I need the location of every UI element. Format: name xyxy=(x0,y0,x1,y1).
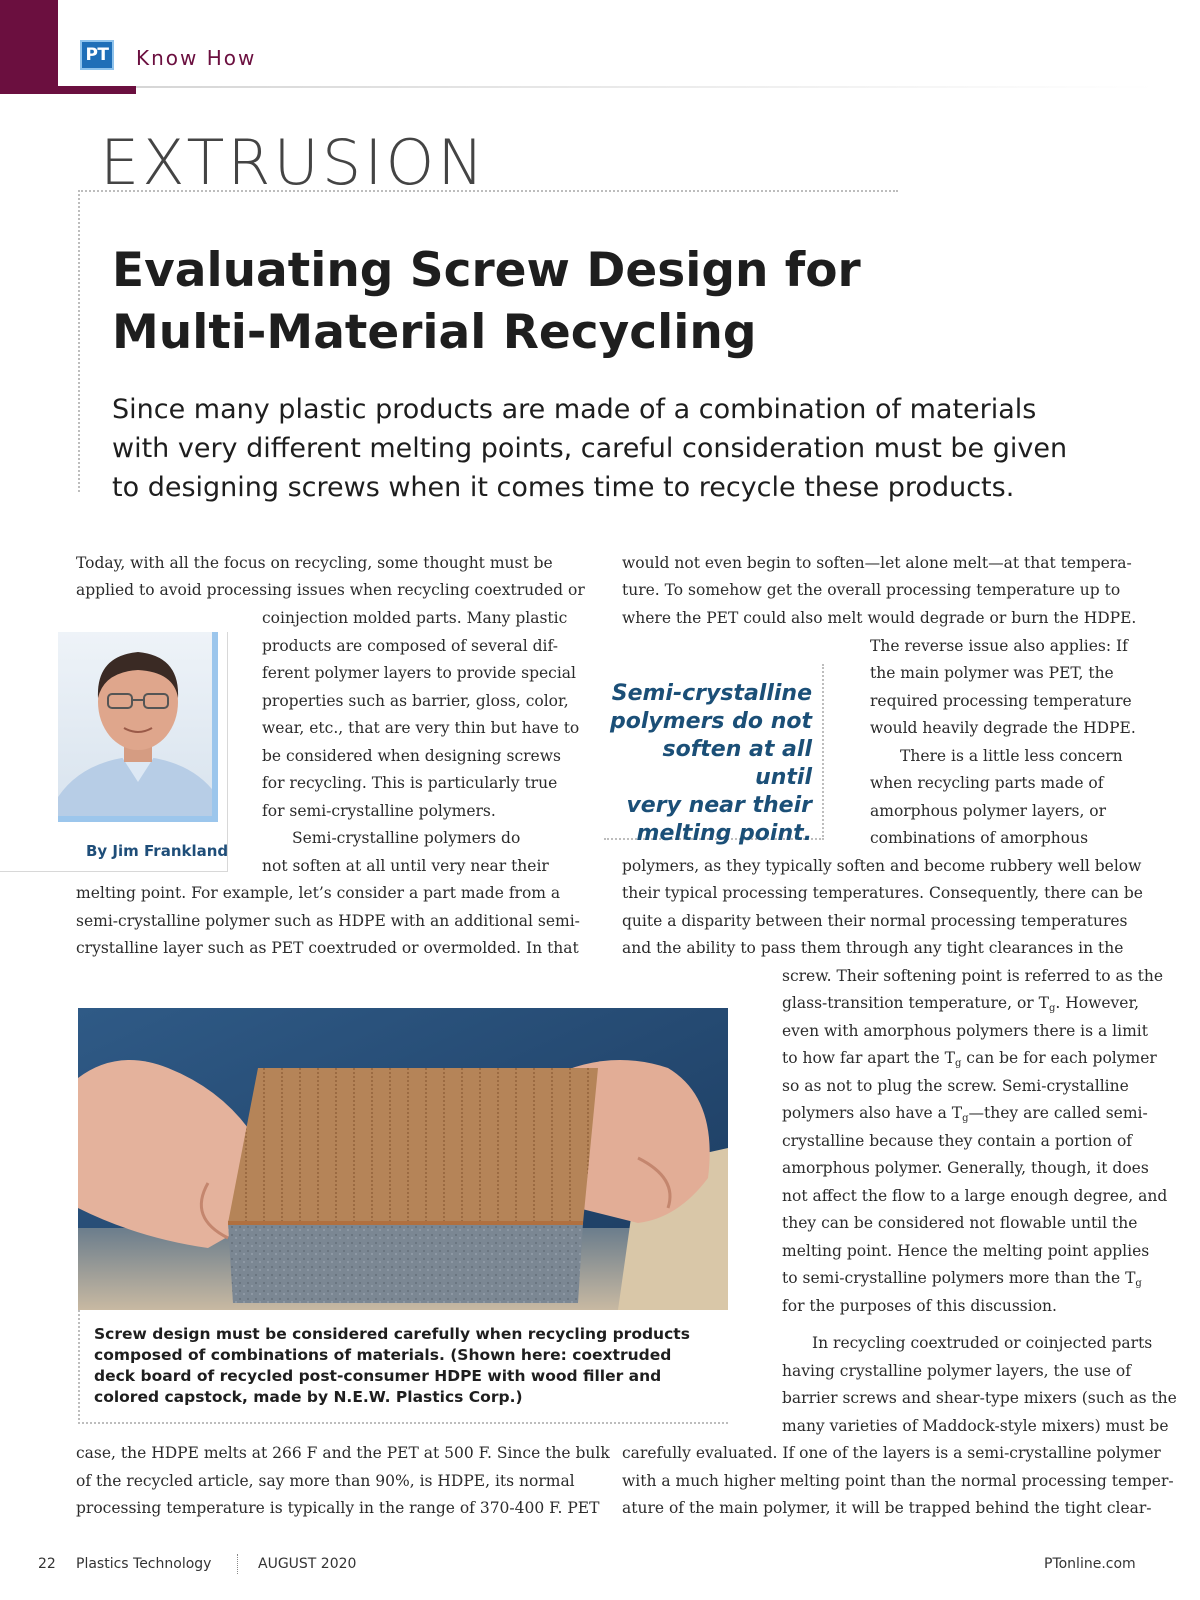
body-line: crystalline layer such as PET coextruded or overmolded. In that xyxy=(76,939,579,957)
body-line: processing temperature is typically in the range of 370-400 F. PET xyxy=(76,1499,600,1517)
header-accent-underline xyxy=(58,86,136,94)
pull-quote xyxy=(604,680,812,848)
body-line: In recycling coextruded or coinjected parts xyxy=(812,1334,1153,1352)
pt-logo: PT xyxy=(80,40,114,70)
body-line: not soften at all until very near their xyxy=(262,857,549,875)
body-line: glass-transition temperature, or $T_g$. However, xyxy=(782,994,1140,1014)
body-line: and the ability to pass them through any tight clearances in the xyxy=(622,939,1124,957)
body-line: would not even begin to soften—let alone melt—at that tempera- xyxy=(622,554,1132,572)
body-line: polymers, as they typically soften and become rubbery well below xyxy=(622,857,1142,875)
body-line: ture. To somehow get the overall processing temperature up to xyxy=(622,581,1121,599)
body-line: of the recycled article, say more than 90%, is HDPE, its normal xyxy=(76,1472,575,1490)
body-line: properties such as barrier, gloss, color, xyxy=(262,692,569,710)
caption-line: deck board of recycled post-consumer HDPE with wood filler and xyxy=(94,1367,662,1385)
pull-quote-line: very near their xyxy=(626,793,812,818)
caption-line: composed of combinations of materials. (Shown here: coextruded xyxy=(94,1346,672,1364)
body-line: products are composed of several dif- xyxy=(262,637,558,655)
body-line: combinations of amorphous xyxy=(870,829,1089,847)
magazine-name: Plastics Technology xyxy=(76,1556,212,1572)
body-line: amorphous polymer. Generally, though, it does xyxy=(782,1159,1149,1177)
body-line: when recycling parts made of xyxy=(870,774,1104,792)
body-line: polymers also have a $T_g—they$ are called semi- xyxy=(782,1104,1148,1124)
deck-line: to designing screws when it comes time to recycle these products. xyxy=(112,472,1015,503)
body-line: so as not to plug the screw. Semi-crystalline xyxy=(782,1077,1129,1095)
body-line: Today, with all the focus on recycling, some thought must be xyxy=(76,554,553,572)
body-line: ature of the main polymer, it will be trapped behind the tight clear- xyxy=(622,1499,1152,1517)
section-label: Know How xyxy=(136,46,257,70)
body-line: quite a disparity between their normal processing temperatures xyxy=(622,912,1128,930)
department-kicker: EXTRUSION xyxy=(100,126,487,199)
header-accent-bar xyxy=(0,0,58,94)
author-byline: By Jim Frankland xyxy=(86,842,229,860)
body-line: melting point. Hence the melting point applies xyxy=(782,1242,1150,1260)
body-line: coinjection molded parts. Many plastic xyxy=(262,609,568,627)
deck-line: with very different melting points, careful consideration must be given xyxy=(112,433,1068,464)
body-line: having crystalline polymer layers, the use of xyxy=(782,1362,1131,1380)
body-line: with a much higher melting point than the normal processing temper- xyxy=(622,1472,1174,1490)
pull-quote-line: Semi-crystalline xyxy=(611,681,812,706)
body-line: crystalline because they contain a portion of xyxy=(782,1132,1133,1150)
body-line: where the PET could also melt would degrade or burn the HDPE. xyxy=(622,609,1137,627)
website: PTonline.com xyxy=(1044,1556,1136,1572)
body-line: There is a little less concern xyxy=(900,747,1123,765)
issue-date: AUGUST 2020 xyxy=(258,1556,357,1572)
author-portrait xyxy=(58,632,218,822)
body-line: amorphous polymer layers, or xyxy=(870,802,1107,820)
pull-quote-line: soften at all until xyxy=(662,737,812,790)
body-line: many varieties of Maddock-style mixers) must be xyxy=(782,1417,1169,1435)
footer-separator xyxy=(237,1554,238,1574)
body-line: to semi-crystalline polymers more than the $T_g$ xyxy=(782,1269,1142,1289)
deck-board-illustration xyxy=(78,1008,728,1310)
caption-line: Screw design must be considered carefully when recycling products xyxy=(94,1325,690,1343)
deck xyxy=(112,390,1112,507)
body-line: they can be considered not flowable until the xyxy=(782,1214,1138,1232)
body-line: semi-crystalline polymer such as HDPE with an additional semi- xyxy=(76,912,580,930)
body-line: carefully evaluated. If one of the layers is a semi-crystalline polymer xyxy=(622,1444,1161,1462)
body-line: The reverse issue also applies: If xyxy=(870,637,1128,655)
headline-line: Evaluating Screw Design for xyxy=(112,243,861,298)
body-line: even with amorphous polymers there is a limit xyxy=(782,1022,1148,1040)
photo-caption xyxy=(94,1324,714,1408)
deck-board-photo xyxy=(78,1008,728,1310)
body-line: case, the HDPE melts at 266 F and the PET at 500 F. Since the bulk xyxy=(76,1444,610,1462)
headline xyxy=(112,240,1012,364)
author-photo xyxy=(58,632,218,822)
pull-quote-line: melting point. xyxy=(636,821,812,846)
body-line: ferent polymer layers to provide special xyxy=(262,664,576,682)
body-line: barrier screws and shear-type mixers (such as the xyxy=(782,1389,1177,1407)
caption-line: colored capstock, made by N.E.W. Plastics Corp.) xyxy=(94,1388,523,1406)
body-line: melting point. For example, let’s consider a part made from a xyxy=(76,884,561,902)
headline-line: Multi-Material Recycling xyxy=(112,305,757,360)
body-line: their typical processing temperatures. Consequently, there can be xyxy=(622,884,1143,902)
body-line: not affect the flow to a large enough degree, and xyxy=(782,1187,1168,1205)
body-line: for recycling. This is particularly true xyxy=(262,774,558,792)
page-number: 22 xyxy=(38,1556,56,1572)
body-line: for semi-crystalline polymers. xyxy=(262,802,496,820)
deck-line: Since many plastic products are made of a combination of materials xyxy=(112,394,1037,425)
pull-quote-line: polymers do not xyxy=(609,709,812,734)
body-line: to how far apart the $T_g$ can be for each polymer xyxy=(782,1049,1157,1069)
body-line: Semi-crystalline polymers do xyxy=(292,829,521,847)
body-line: screw. Their softening point is referred to as the xyxy=(782,967,1163,985)
body-line: wear, etc., that are very thin but have to xyxy=(262,719,580,737)
body-line: required processing temperature xyxy=(870,692,1132,710)
body-line: be considered when designing screws xyxy=(262,747,561,765)
body-line: applied to avoid processing issues when recycling coextruded or xyxy=(76,581,585,599)
header-rule xyxy=(136,86,1156,88)
body-line: would heavily degrade the HDPE. xyxy=(870,719,1136,737)
body-line: the main polymer was PET, the xyxy=(870,664,1114,682)
body-line: for the purposes of this discussion. xyxy=(782,1297,1057,1315)
